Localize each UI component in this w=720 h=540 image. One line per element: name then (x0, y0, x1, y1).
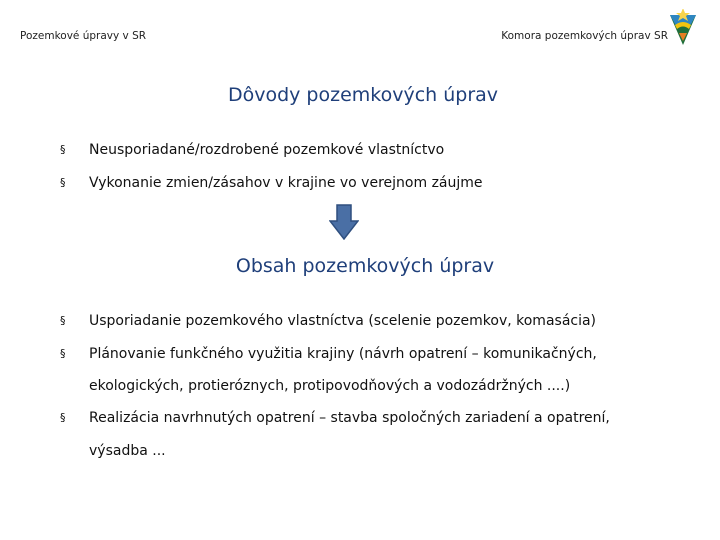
content-item-2-continuation: ekologických, protieróznych, protipovodňových a vodozádržných ....) (89, 378, 571, 394)
bullet-marker: § (60, 314, 66, 327)
bullet-marker: § (60, 176, 66, 189)
content-item-3: Realizácia navrhnutých opatrení – stavba spoločných zariadení a opatrení, (89, 410, 610, 426)
bullet-marker: § (60, 347, 66, 360)
arrow-down-icon (329, 204, 359, 240)
chamber-logo-icon (668, 9, 698, 47)
content-item-1: Usporiadanie pozemkového vlastníctva (scelenie pozemkov, komasácia) (89, 313, 597, 329)
header-left-text: Pozemkové úpravy v SR (20, 30, 147, 42)
reason-item-1: Neusporiadané/rozdrobené pozemkové vlastníctvo (89, 142, 445, 158)
bullet-marker: § (60, 143, 66, 156)
reasons-title: Dôvody pozemkových úprav (227, 84, 499, 106)
content-title: Obsah pozemkových úprav (235, 255, 495, 277)
content-item-2: Plánovanie funkčného využitia krajiny (návrh opatrení – komunikačných, (89, 346, 597, 362)
bullet-marker: § (60, 411, 66, 424)
header-right-text: Komora pozemkových úprav SR (501, 30, 668, 42)
reason-item-2: Vykonanie zmien/zásahov v krajine vo verejnom záujme (89, 175, 483, 191)
content-item-3-continuation: výsadba ... (89, 443, 166, 459)
